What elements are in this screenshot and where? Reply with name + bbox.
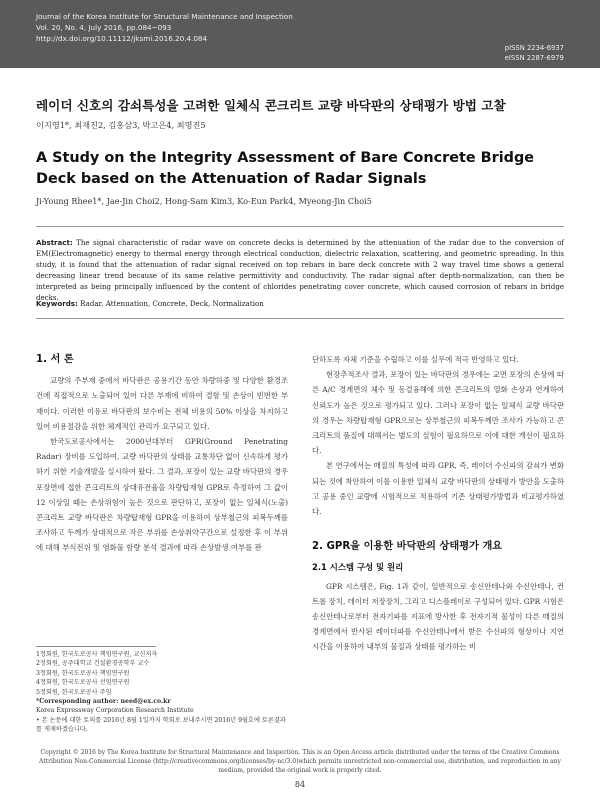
journal-header-bar	[0, 0, 600, 68]
right-column	[312, 352, 564, 655]
discussion-note: • 본 논문에 대한 토의를 2016년 8월 1일까지 학회로 보내주시면 2016년 9월호에 토론결과를 게재하겠습니다.	[36, 716, 286, 734]
pissn: pISSN 2234-6937	[504, 44, 564, 52]
footnote-5: 5정회원, 한국도로공사 주임	[36, 688, 112, 696]
page-number: 84	[294, 780, 306, 789]
title-korean: 레이더 신호의 감쇠특성을 고려한 일체식 콘크리트 교량 바닥판의 상태평가 방법 고찰	[36, 98, 506, 113]
intro-paragraph-2: 한국도로공사에서는 2000년대부터 GPR(Ground Penetrating Radar) 장비를 도입하여, 교량 바닥판의 상태를 교통차단 없이 신속하게 평가하기 위한 기술개발을 실시하여 왔다. 그 결과, 포장이 있는 교량 바닥판의 경우 포장면에 접한 콘크리트의 상대유전율을 차량탑재형 GPR로 측정하여 그 값이 12 이상일 때는 손상위험이 높은 것으로 판단하고, 포장이 없는 일체식(노출) 콘크리트 교량 바닥판은 차량탑재형 GPR을 이용하여 상부철근의 피복두께를 조사하고 두께가 상대적으로 작은 부위를 손상취약구간으로 설정한 후 이 부위에 대해 부식전위 및 염화물 함량 분석 결과에 따라 손상발생 여부를 판	[36, 437, 288, 553]
intro-paragraph-4: 본 연구에서는 매질의 특성에 따라 GPR, 즉, 레이더 수신파의 감쇠가 변화되는 것에 착안하여 이를 이용한 일체식 교량 바닥판의 상태평가 방안을 도출하고 공용 중인 교량에 시험적으로 적용하여 기존 상태평가방법과 비교평가하였다.	[312, 461, 564, 517]
copyright-notice: Copyright © 2016 by The Korea Institute for Structural Maintenance and Inspection. This is an Open Access article distributed under the terms of the Creative Commons Attribution Non-Commercial License (http://creativecommons.org/licenses/by-nc/3.0)which permits unrestricted non-commercial use, distribution, and reproduction in any medium, provided the original work is properly cited.	[39, 749, 561, 774]
corresponding-author: *Corresponding author: need@ex.co.kr	[36, 698, 171, 706]
footnote-4: 4정회원, 한국도로공사 선임연구원	[36, 679, 130, 687]
authors-english: Ji-Young Rhee1*, Jae-Jin Choi2, Hong-Sam Kim3, Ko-Eun Park4, Myeong-Jin Choi5	[36, 196, 372, 206]
title-english: A Study on the Integrity Assessment of Bare Concrete Bridge Deck based on the Attenuation of Radar Signals	[36, 150, 535, 187]
intro-paragraph-1: 교량의 주부재 중에서 바닥판은 공용기간 동안 차량하중 및 다양한 환경조건에 직접적으로 노출되어 있어 다른 부재에 비하여 결함 및 손상이 빈번한 부재이다. 이러한 이유로 바닥판의 보수비는 전체 비용의 50% 이상을 차지하고 있어 비용절감을 위한 체계적인 관리가 요구되고 있다.	[36, 376, 288, 431]
authors-korean: 이지영1*, 최재진2, 김홍삼3, 박고은4, 최명진5	[36, 120, 206, 130]
section-2-heading: 2. GPR을 이용한 바닥판의 상태평가 개요	[312, 541, 503, 553]
divider-top	[36, 226, 564, 227]
section-2-1-paragraph: GPR 시스템은, Fig. 1과 같이, 일반적으로 송신안테나와 수신안테나, 컨트롤 장치, 데이터 저장장치, 그리고 디스플레이로 구성되어 있다. GPR 시험은 송신안테나로부터 전자기파를 지표에 방사한 후 전자기적 물성이 다른 매질의 경계면에서 반사된 레이더파를 수신안테나에서 받은 수신파의 형상이나 지연시간을 이용하여 내부의 물질과 상태를 평가하는 비	[312, 581, 564, 652]
keywords	[36, 299, 564, 308]
institution: Korea Expressway Corporation Research Institute	[36, 707, 194, 715]
left-column	[36, 352, 288, 556]
volume-line: Vol. 20, No. 4, July 2016, pp.084~093	[36, 23, 172, 32]
doi-link[interactable]: http://dx.doi.org/10.11112/jksmi.2016.20.4.084	[36, 34, 208, 43]
intro-paragraph-2-continued: 단하도록 자체 기준을 수립하고 이를 실무에 적극 반영하고 있다.	[312, 355, 519, 364]
footnote-divider	[36, 646, 156, 647]
abstract-text: The signal characteristic of radar wave on concrete decks is determined by the attenuation of the radar due to the conversion of EM(Electromagnetic) energy to thermal energy through electrical conduction, dielectric relaxation, scattering, and geometric spreading. In this study, it is found that the attenuation of radar signal received on top rebars in bare deck concrete with 2 way travel time shows a general decreasing linear trend because of its same relative permittivity and conductivity. The radar signal after depth-normalization, can then be interpreted as being principally influenced by the content of chlorides penetrating cover concrete, which caused corrosion of rebars in bridge decks.	[36, 238, 564, 302]
journal-info	[36, 11, 293, 44]
journal-name: Journal of the Korea Institute for Structural Maintenance and Inspection	[36, 12, 293, 21]
subsection-2-1-heading: 2.1 시스템 구성 및 원리	[312, 562, 404, 573]
footnote-3: 3정회원, 한국도로공사 책임연구원	[36, 669, 130, 677]
eissn: eISSN 2287-6979	[504, 54, 564, 62]
divider-middle	[36, 318, 564, 319]
section-1-heading: 1. 서 론	[36, 354, 74, 365]
keywords-label: Keywords:	[36, 299, 78, 308]
abstract-label: Abstract:	[36, 238, 73, 247]
abstract	[36, 238, 564, 303]
footnote-2: 2정회원, 공주대학교 건설환경공학부 교수	[36, 660, 150, 668]
footnote-1: 1정회원, 한국도로공사 책임연구원, 교신저자	[36, 651, 158, 658]
intro-paragraph-3: 현장추적조사 결과, 포장이 있는 바닥판의 경우에는 교면 포장의 손상에 따른 A/C 경계면의 체수 및 동결융해에 의한 콘크리트의 열화 손상과 연계하여 신뢰도가 높은 것으로 평가되고 있다. 그러나 포장이 없는 일체식 교량 바닥판의 경우는 차량탑재형 GPR으로는 상부철근의 피복두께만 조사가 가능하고 콘크리트의 품질에 대해서는 별도의 실험이 필요하므로 이에 대한 개선이 필요하다.	[312, 370, 564, 456]
keywords-text: Radar, Attenuation, Concrete, Deck, Normalization	[77, 299, 264, 308]
issn-info	[505, 43, 564, 63]
footnotes	[36, 650, 288, 735]
